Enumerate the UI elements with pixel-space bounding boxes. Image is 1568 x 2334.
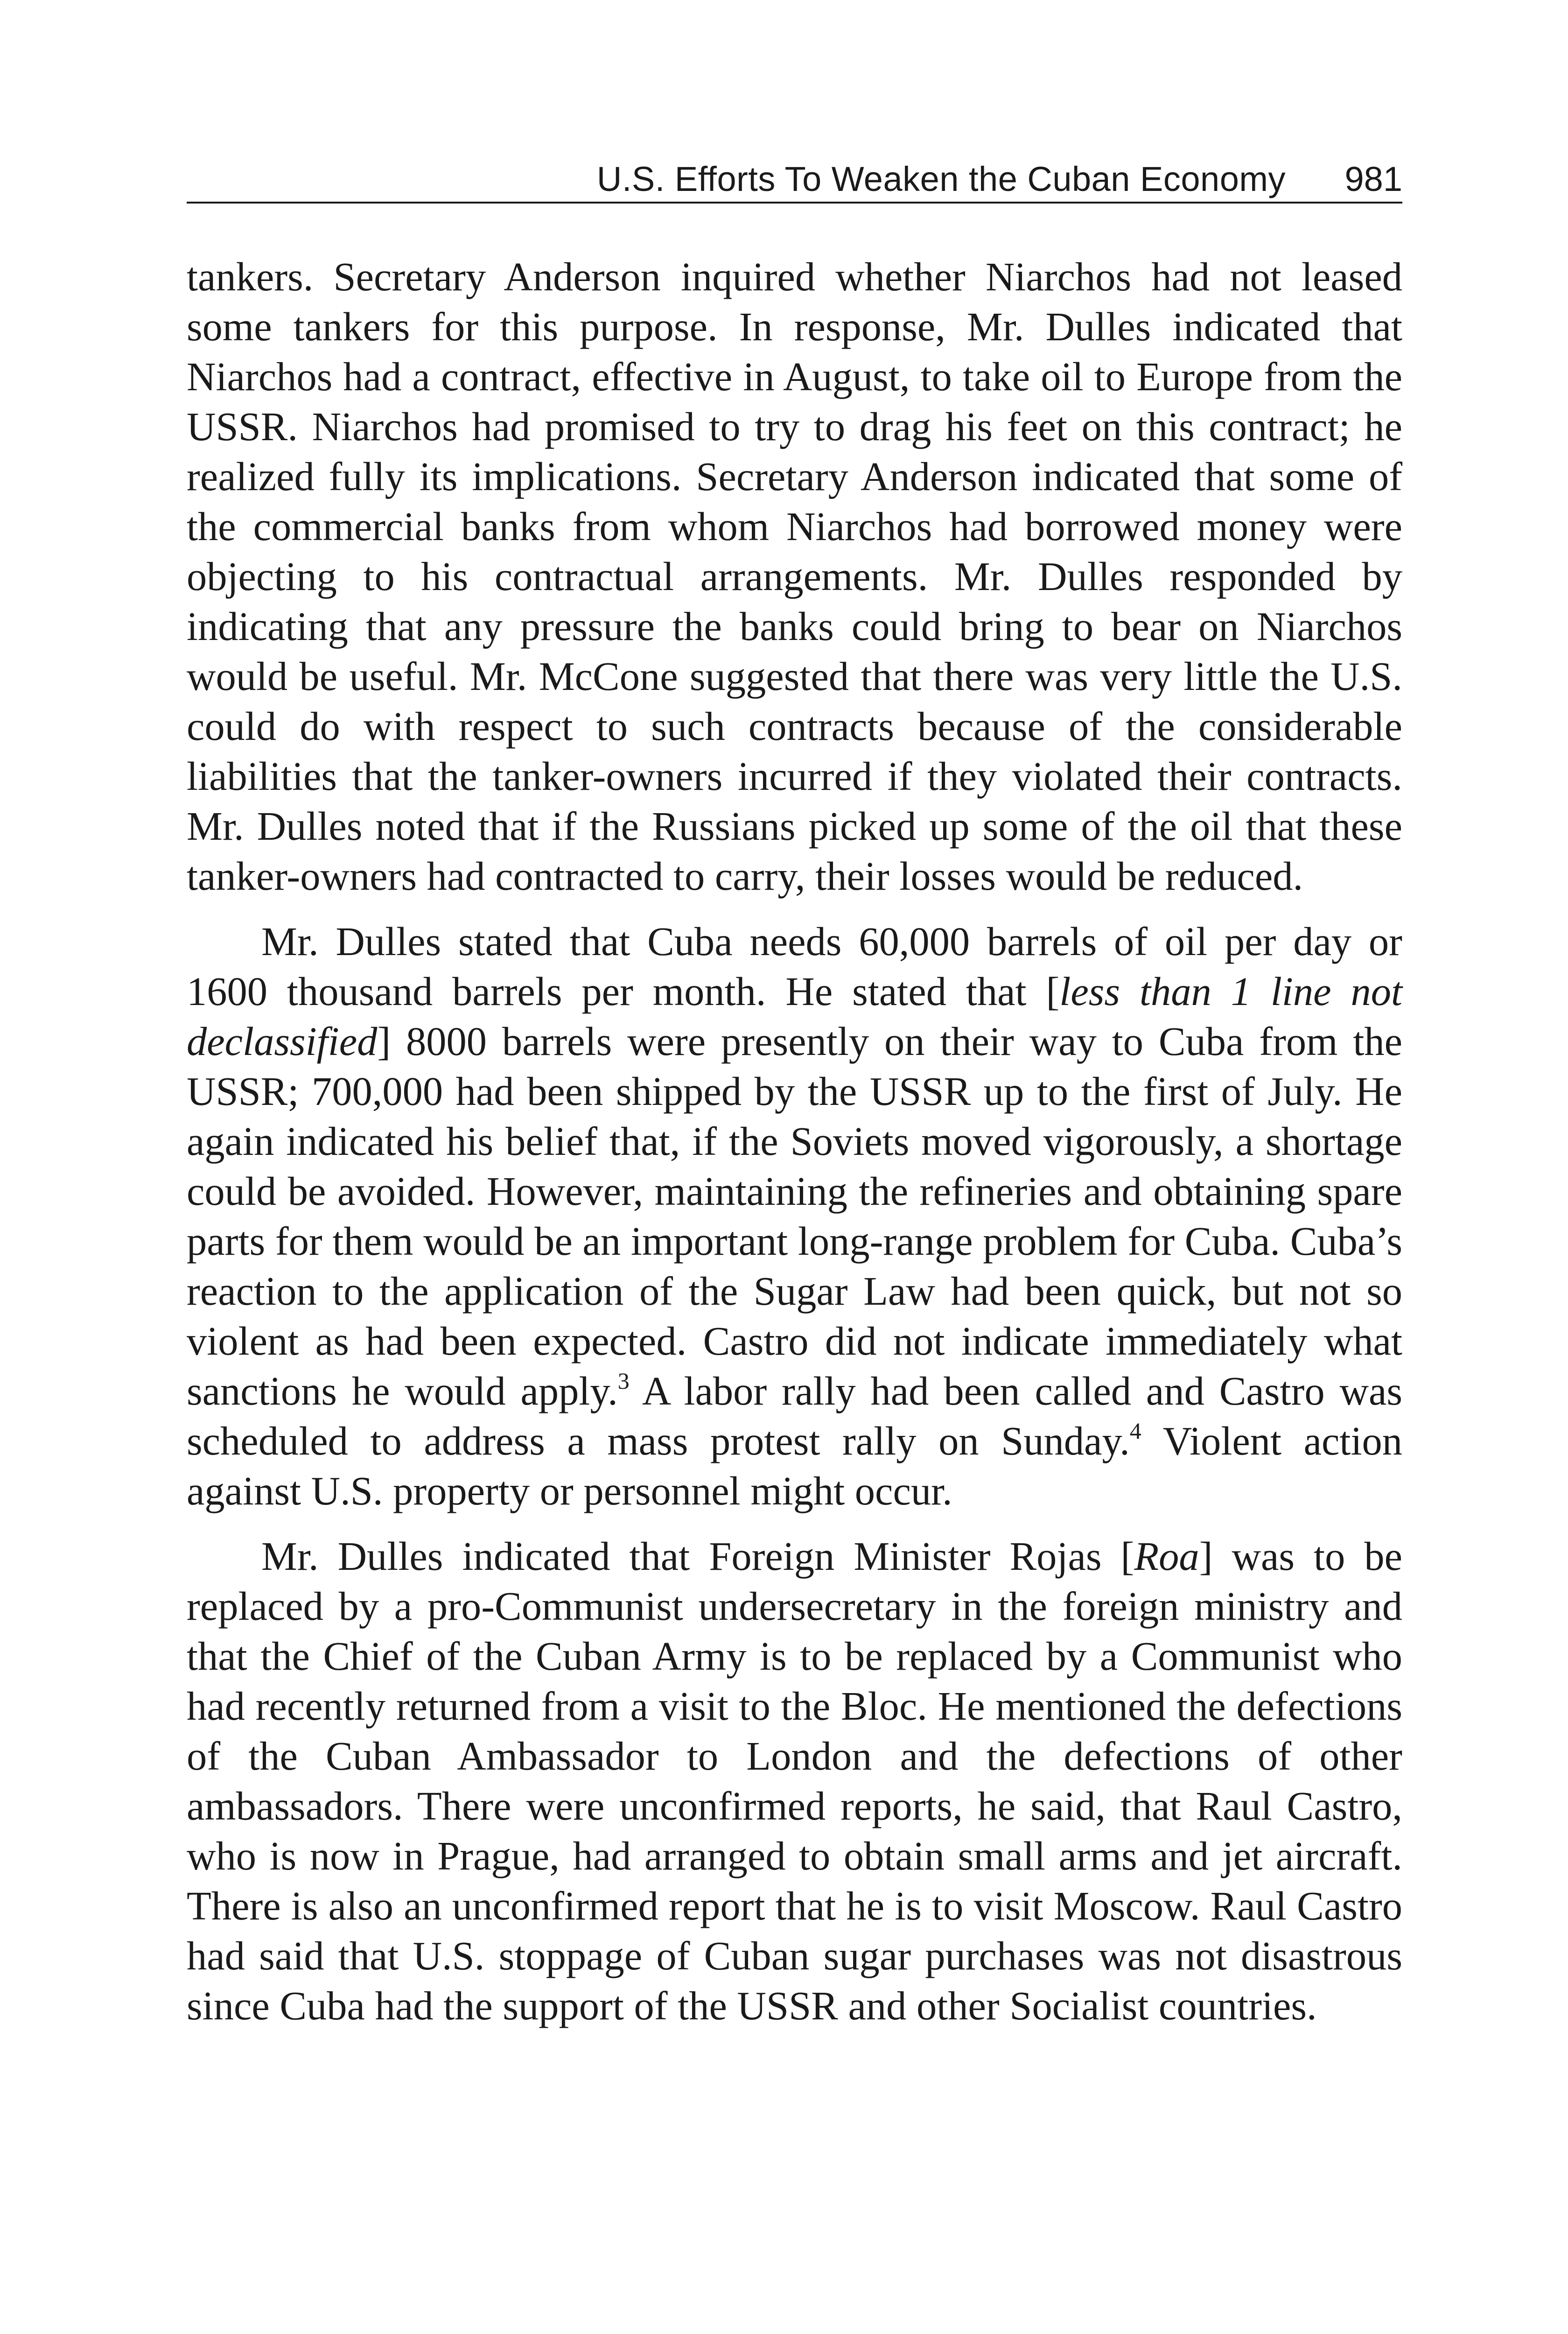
paragraph-1-text: tankers. Secretary Anderson inquired whether Niarchos had not leased some tankers for this purpose. In response, Mr. Dulles indicated that Niarchos had a contract, effective in August, to take oil to Europe from the USSR. Niarchos had promised to try to drag his feet on this contract; he realized fully its implications. Secretary Anderson indicated that some of the commercial banks from whom Niarchos had borrowed money were objecting to his contractual arrangements. Mr. Dulles responded by indicating that any pressure the banks could bring to bear on Niarchos would be useful. Mr. McCone suggested that there was very little the U.S. could do with respect to such contracts because of the considerable liabilities that the tanker-owners incurred if they violated their contracts. Mr. Dulles noted that if the Russians picked up some of the oil that these tanker-owners had contracted to carry, their losses would be reduced. (187, 254, 1402, 899)
editorial-correction: Roa (1134, 1534, 1199, 1579)
paragraph-3 (187, 1532, 1402, 2031)
page-number: 981 (1344, 160, 1402, 198)
paragraph-3-text-a: Mr. Dulles indicated that Foreign Minister Rojas [ (261, 1534, 1134, 1579)
redaction-note: less than 1 line not declassified (187, 969, 1402, 1064)
paragraph-2-text-d: A labor rally had been called and Castro was scheduled to address a mass protest rally on Sunday. (187, 1369, 1402, 1463)
footnote-ref-3[interactable]: 3 (617, 1368, 630, 1394)
paragraph-2-text-a: Mr. Dulles stated that Cuba needs 60,000 barrels of oil per day or 1600 thousand barrels per month. He stated that [ (187, 919, 1402, 1014)
paragraph-2 (187, 917, 1402, 1516)
running-header-title: U.S. Efforts To Weaken the Cuban Economy (596, 160, 1286, 198)
paragraph-3-text-c: ] was to be replaced by a pro-Communist undersecretary in the foreign ministry and that the Chief of the Cuban Army is to be replaced by a Communist who had recently returned from a visit to the Bloc. He mentioned the defections of the Cuban Ambassador to London and the defections of other ambassadors. There were unconfirmed reports, he said, that Raul Castro, who is now in Prague, had arranged to obtain small arms and jet aircraft. There is also an unconfirmed report that he is to visit Moscow. Raul Castro had said that U.S. stoppage of Cuban sugar purchases was not disastrous since Cuba had the support of the USSR and other Socialist countries. (187, 1534, 1403, 2028)
running-header (187, 148, 1402, 204)
body-text (187, 252, 1402, 2046)
paragraph-2-text-e: Violent action against U.S. property or personnel might occur. (187, 1419, 1402, 1513)
paragraph-2-text-c: ] 8000 barrels were presently on their way to Cuba from the USSR; 700,000 had been shipped by the USSR up to the first of July. He again indicated his belief that, if the Soviets moved vigorously, a shortage could be avoided. However, maintaining the refineries and obtaining spare parts for them would be an important long-range problem for Cuba. Cuba’s reaction to the application of the Sugar Law had been quick, but not so violent as had been expected. Castro did not indicate immediately what sanctions he would apply. (187, 1019, 1402, 1413)
paragraph-1 (187, 252, 1402, 901)
footnote-ref-4[interactable]: 4 (1129, 1418, 1141, 1444)
